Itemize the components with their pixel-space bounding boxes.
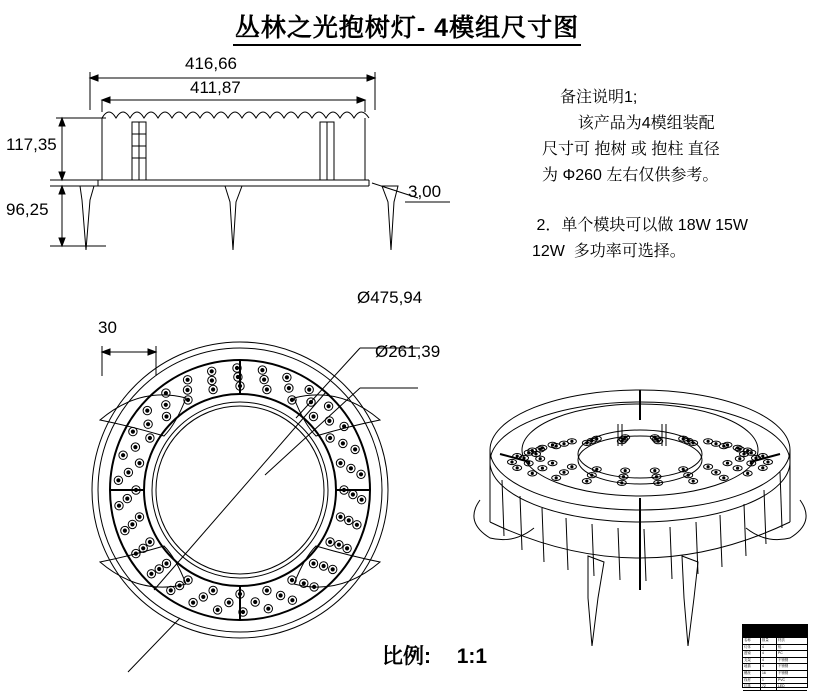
legend-cell-c3: 铝 [778, 644, 782, 649]
legend-cell-c1: 名称 [743, 638, 761, 644]
note-line-1: 备注说明1; [560, 89, 638, 106]
notes-block [532, 85, 810, 265]
note-line-3: 尺寸可 抱树 或 抱柱 直径 [542, 141, 720, 158]
dim-height-2: 96,25 [6, 200, 49, 219]
legend-cell-c2: 1 [761, 678, 777, 684]
legend-cell-c1: 螺丝 [743, 671, 761, 677]
note-line-5: 2．单个模块可以做 18W 15W [532, 217, 749, 234]
legend-cell-c2: 16 [761, 671, 777, 677]
legend-cell-c3: PC [778, 651, 783, 656]
plan-view [60, 288, 441, 680]
legend-cell-c2: 4 [761, 645, 777, 651]
dim-top-inner: 411,87 [190, 78, 241, 97]
legend-table-row [743, 671, 807, 678]
legend-table-row [743, 678, 807, 685]
scale-block [382, 640, 487, 670]
legend-table-row [743, 638, 807, 645]
scale-value: 1:1 [456, 645, 488, 668]
legend-table-row [743, 664, 807, 671]
legend-table-row [743, 658, 807, 665]
legend-table [742, 624, 808, 688]
note-line-2: 该产品为4模组装配 [560, 115, 715, 132]
legend-table-row [743, 645, 807, 652]
legend-table-row [743, 651, 807, 658]
legend-cell-c3: LED [778, 684, 785, 689]
legend-table-row [743, 684, 807, 691]
dim-spike: 3,00 [408, 182, 442, 201]
dim-edge-30: 30 [98, 318, 117, 337]
page-title [0, 8, 814, 44]
legend-cell-c3: PVC [778, 677, 785, 682]
dim-height-1: 117,35 [6, 135, 57, 154]
legend-cell-c3: 不锈钢 [778, 670, 789, 675]
legend-cell-c3: 不锈钢 [778, 664, 789, 669]
legend-cell-c2: 数量 [761, 638, 777, 644]
legend-cell-c1: 支架 [743, 658, 761, 664]
legend-cell-c3: 材质 [778, 638, 785, 642]
legend-cell-c2: 72 [761, 684, 777, 690]
dim-outer-diameter: Ø475,94 [357, 288, 423, 307]
legend-cell-c2: 4 [761, 664, 777, 670]
legend-cell-c1: 灯珠 [743, 684, 761, 690]
page-title-text: 丛林之光抱树灯- 4模组尺寸图 [233, 14, 581, 46]
legend-cell-c1: 透镜 [743, 651, 761, 657]
legend-cell-c1: 线材 [743, 678, 761, 684]
legend-table-header [743, 625, 807, 638]
isometric-view [470, 350, 810, 650]
legend-cell-c1: 地插 [743, 664, 761, 670]
note-line-6: 12W 多功率可选择。 [532, 243, 686, 260]
legend-cell-c3: 不锈钢 [778, 657, 789, 662]
note-line-4: 为 Φ260 左右仅供参考。 [542, 167, 719, 184]
dim-top-outer: 416,66 [185, 54, 237, 73]
legend-cell-c2: 4 [761, 651, 777, 657]
legend-cell-c2: 4 [761, 658, 777, 664]
elevation-view [6, 50, 460, 250]
dim-inner-diameter: Ø261,39 [375, 342, 441, 361]
scale-label: 比例: [382, 645, 431, 668]
legend-cell-c1: 灯体 [743, 645, 761, 651]
